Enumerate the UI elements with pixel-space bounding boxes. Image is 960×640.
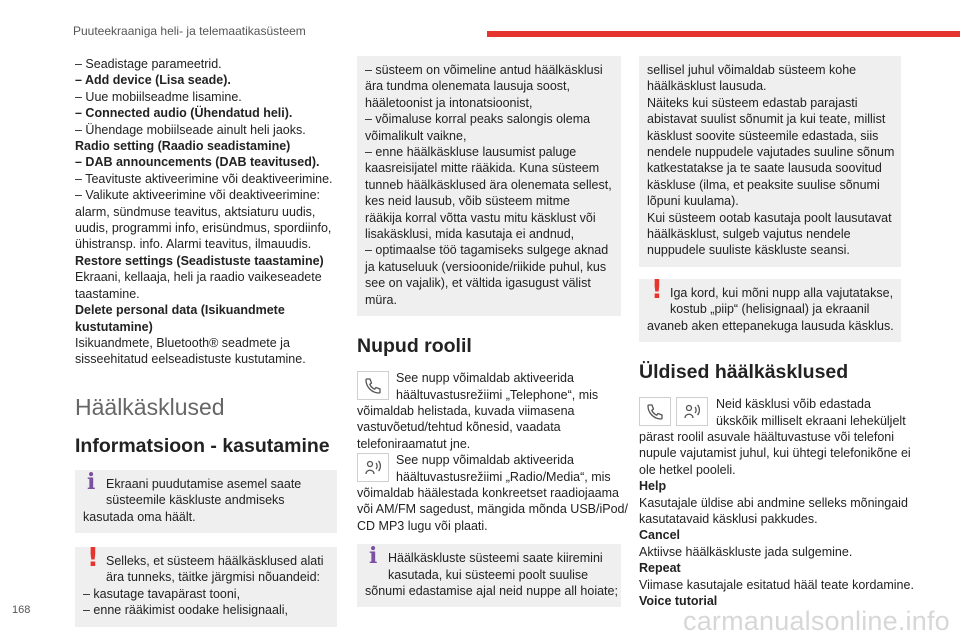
info-note-continued bbox=[639, 56, 901, 267]
text-line: Näiteks kui süsteem edastab parajasti bbox=[647, 95, 858, 110]
page-number: 168 bbox=[12, 604, 31, 616]
text-line: taastamine. bbox=[75, 286, 140, 301]
phone-button-icon bbox=[357, 371, 389, 400]
command-name-cancel: Cancel bbox=[639, 528, 680, 543]
text-line: lisakäsklusi, mida kasutaja ei andnud, bbox=[365, 227, 575, 242]
phone-button-description bbox=[357, 370, 621, 452]
info-note bbox=[357, 544, 621, 607]
text-line: kustutamine) bbox=[75, 319, 153, 334]
text-line: See nupp võimaldab aktiveerida bbox=[396, 371, 574, 386]
text-line: abistavat suulist sõnumit ja kui teate, millist bbox=[647, 112, 886, 127]
text-line: – enne rääkimist oodake helisignaali, bbox=[83, 603, 288, 618]
command-name-repeat: Repeat bbox=[639, 561, 681, 576]
text-line: kasutada oma häält. bbox=[83, 509, 196, 524]
text-line: – optimaalse töö tagamiseks sulgege aknad bbox=[365, 243, 609, 258]
subsection-heading: Informatsioon - kasutamine bbox=[75, 434, 330, 457]
text-line: – Seadistage parameetrid. bbox=[75, 57, 222, 71]
text-line: Radio setting (Raadio seadistamine) bbox=[75, 139, 291, 154]
section-heading: Nupud roolil bbox=[357, 335, 472, 358]
phone-button-icon bbox=[639, 397, 671, 426]
column-2 bbox=[357, 56, 628, 615]
text-line: – kasutage tavapärast tooni, bbox=[83, 586, 241, 601]
text-line: Restore settings (Seadistuste taastamine) bbox=[75, 253, 324, 268]
watermark: carmanualsonline.info bbox=[683, 606, 950, 636]
warning-note bbox=[639, 274, 901, 342]
voice-button-description bbox=[357, 452, 628, 534]
text-line: kaasreisijatel mitte rääkida. Kuna süsteem bbox=[365, 161, 600, 176]
text-line: vastuvõetud/tehtud kõnesid, vaadata bbox=[357, 420, 561, 435]
text-line: Ekraani, kellaaja, heli ja raadio vaikeseadete bbox=[75, 270, 322, 285]
text-line: See nupp võimaldab aktiveerida bbox=[396, 453, 574, 468]
text-line: käskluse (ilma, et peaksite suulise sõnumi bbox=[647, 177, 880, 192]
text-line: – DAB announcements (DAB teavitused). bbox=[75, 155, 320, 170]
text-line: sõnumi edastamise ajal neid nuppe all hoiate; bbox=[365, 583, 618, 598]
text-line: – Teavituste aktiveerimine või deaktiveerimine. bbox=[75, 171, 333, 186]
text-line: võimaldab helistada, kuvada viimasena bbox=[357, 403, 575, 418]
text-line: Ekraani puudutamise asemel saate bbox=[106, 476, 302, 491]
text-line: Neid käsklusi võib edastada bbox=[716, 397, 871, 412]
text-line: ükskõik milliselt ekraani leheküljelt bbox=[716, 413, 906, 428]
text-line: Häälkäskluste süsteemi saate kiiremini bbox=[388, 551, 603, 566]
text-line: häälkäsklust, sulgeb vajutus nendele bbox=[647, 227, 851, 242]
text-line: rääkija korral võtta vastu mitu käsklust või bbox=[365, 210, 596, 225]
text-line: häältuvastusrežiimi „Telephone“, mis bbox=[396, 387, 599, 402]
warning-note-continued bbox=[357, 56, 621, 316]
voice-button-icon bbox=[357, 453, 389, 482]
running-header: Puuteekraaniga heli- ja telemaatikasüsteem bbox=[73, 24, 306, 38]
text-line: katkestatakse ja te saate lausuda soovitud bbox=[647, 161, 882, 176]
text-line: häälkäsklust lausuda. bbox=[647, 79, 767, 94]
text-line: Kasutajale üldise abi andmine selleks mõningaid bbox=[639, 495, 908, 510]
text-line: nuppudele suuliste käskluste seansi. bbox=[647, 243, 850, 258]
info-icon: i bbox=[87, 468, 96, 495]
text-line: Iga kord, kui mõni nupp alla vajutatakse, bbox=[670, 285, 894, 300]
text-line: ole hetkel pooleli. bbox=[639, 462, 736, 477]
text-line: – Uue mobiilseadme lisamine. bbox=[75, 89, 242, 104]
text-line: ära tundma olenemata lausuja soost, bbox=[365, 79, 570, 94]
text-line: müra. bbox=[365, 292, 397, 307]
text-line: Selleks, et süsteem häälkäsklused alati bbox=[106, 553, 324, 568]
text-line: avaneb aken ettepanekuga lausuda käsklus. bbox=[647, 318, 894, 333]
info-icon: i bbox=[369, 543, 378, 570]
text-line: nupule vajutamist juhul, kui ühtegi telefonikõne ei bbox=[639, 446, 911, 461]
text-line: Isikuandmete, Bluetooth® seadmete ja bbox=[75, 335, 290, 350]
text-line: võimaldab häälestada konkreetset raadiojaama bbox=[357, 485, 619, 500]
text-line: uudis, programmi info, erisündmus, spordiinfo, bbox=[75, 221, 332, 236]
column-3 bbox=[639, 56, 914, 609]
warning-icon: ! bbox=[87, 542, 99, 573]
column-1 bbox=[75, 56, 337, 635]
text-line: süsteemile käskluste andmiseks bbox=[106, 493, 285, 508]
text-line: kasutatavaid käsklusi pakkudes. bbox=[639, 511, 818, 526]
text-line: – Connected audio (Ühendatud heli). bbox=[75, 106, 293, 121]
warning-icon: ! bbox=[651, 274, 663, 305]
text-line: – süsteem on võimeline antud häälkäsklusi bbox=[365, 63, 603, 77]
section-heading: Üldised häälkäsklused bbox=[639, 361, 849, 384]
text-line: või AM/FM sagedust, mängida mõnda USB/iPod/ bbox=[357, 502, 628, 517]
command-name-voice-tutorial: Voice tutorial bbox=[639, 593, 718, 608]
text-line: Viimase kasutajale esitatud hääl teate kordamine. bbox=[639, 577, 914, 592]
text-line: käsklust soovite süsteemile edastada, siis bbox=[647, 128, 879, 143]
text-line: sisseehitatud eelseadistuste kustutamine. bbox=[75, 352, 306, 367]
general-commands-description bbox=[639, 396, 911, 478]
text-line: kasutada, kui süsteemi poolt suulise bbox=[388, 567, 589, 582]
text-line: alarm, sündmuse teavitus, aktsiaturu uudis, bbox=[75, 204, 316, 219]
command-name-help: Help bbox=[639, 479, 667, 494]
text-line: lõpuni kuulama). bbox=[647, 194, 739, 209]
info-note bbox=[75, 470, 337, 533]
warning-note bbox=[75, 542, 337, 627]
text-line: CD MP3 lugu või plaati. bbox=[357, 518, 488, 533]
text-line: kostub „piip“ (helisignaal) ja ekraanil bbox=[670, 302, 870, 317]
text-line: Aktiivse häälkäskluste jada sulgemine. bbox=[639, 544, 853, 559]
text-line: sellisel juhul võimaldab süsteem kohe bbox=[647, 63, 857, 77]
header-accent-bar bbox=[487, 31, 960, 37]
text-line: nendele nuppudele vajutades suuline sõnum bbox=[647, 145, 895, 160]
text-line: – Add device (Lisa seade). bbox=[75, 73, 231, 88]
text-line: see on vajalik), et vältida igasugust välist bbox=[365, 276, 591, 291]
text-line: tunneb häälkäsklused ära olenemata sellest, bbox=[365, 177, 612, 192]
text-line: – enne häälkäskluse lausumist paluge bbox=[365, 145, 577, 160]
text-line: Delete personal data (Isikuandmete bbox=[75, 303, 285, 318]
voice-button-icon bbox=[676, 397, 708, 426]
text-line: kes neid lausub, võib süsteem mitme bbox=[365, 194, 570, 209]
text-line: – Valikute aktiveerimine või deaktiveerimine: bbox=[75, 188, 321, 203]
text-line: – võimaluse korral peaks salongis olema bbox=[365, 112, 591, 127]
text-line: – Ühendage mobiilseade ainult heli jaoks. bbox=[75, 122, 306, 137]
text-line: ja katuseluuk (versioonide/riikide puhul, kus bbox=[365, 259, 607, 274]
text-line: võimalikult vaikne, bbox=[365, 128, 467, 143]
text-line: ühistransp. info. Alarmi teavitus, ilmauudis. bbox=[75, 237, 312, 252]
text-line: telefoniraamatut jne. bbox=[357, 436, 471, 451]
text-line: hääletoonist ja intonatsioonist, bbox=[365, 95, 533, 110]
text-line: häältuvastusrežiimi „Radio/Media“, mis bbox=[396, 469, 611, 484]
text-line: ära tunneks, täitke järgmisi nõuandeid: bbox=[106, 570, 321, 585]
text-line: Kui süsteem ootab kasutaja poolt lausutavat bbox=[647, 210, 892, 225]
section-heading: Häälkäsklused bbox=[75, 393, 225, 420]
text-line: pärast roolil asuvale häältuvastuse või telefoni bbox=[639, 429, 895, 444]
